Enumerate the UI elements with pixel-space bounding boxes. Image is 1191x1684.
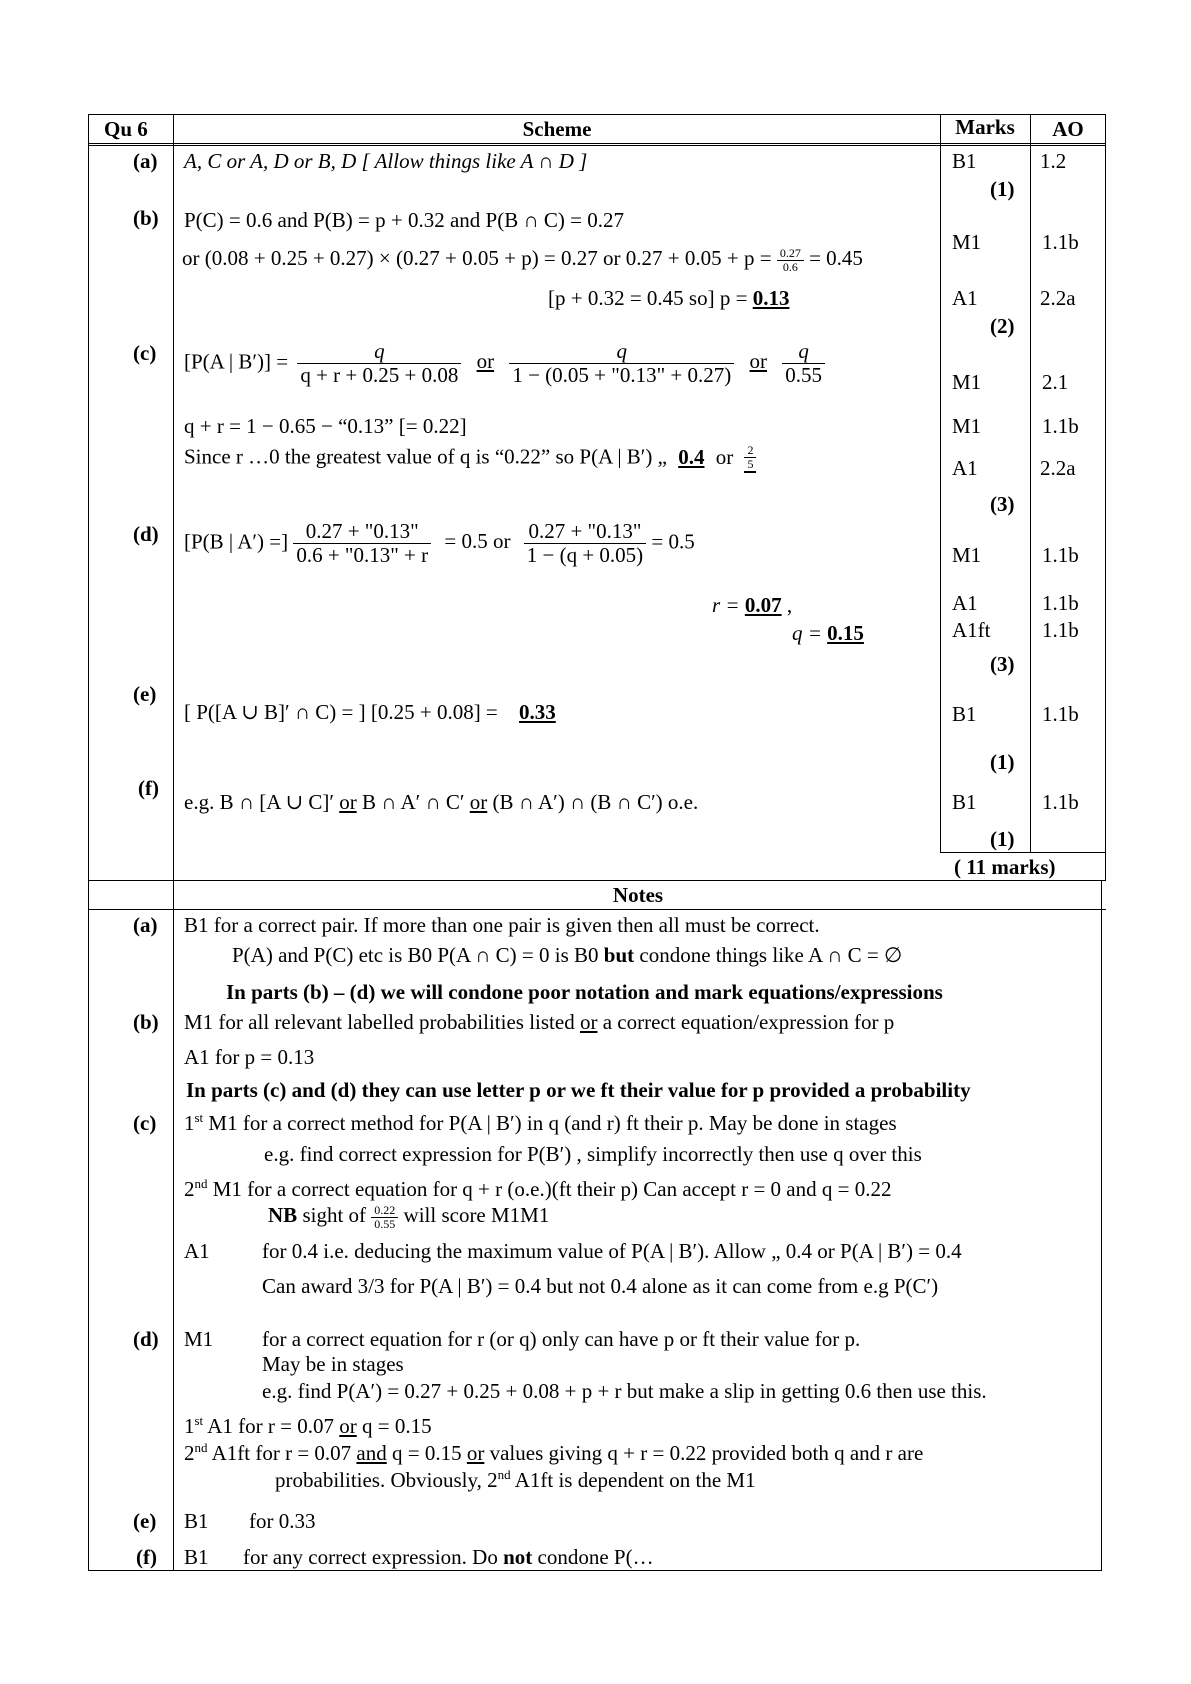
notes-title-bottom [88, 909, 1106, 910]
part-c-f3-den: 0.55 [785, 363, 823, 388]
part-b-line3 [548, 286, 789, 311]
scheme-header-bottom2 [88, 145, 1106, 146]
notes-d5-ord: 2 [184, 1441, 195, 1465]
notes-d-line3: e.g. find P(A′) = 0.27 + 0.25 + 0.08 + p + r but make a slip in getting 0.6 then use this. [262, 1379, 987, 1403]
part-b-fraction [777, 247, 804, 274]
part-e-ao: 1.1b [1042, 702, 1079, 726]
part-c-label: (c) [133, 341, 157, 365]
part-c-fraction-2 [509, 340, 734, 387]
part-f-label: (f) [138, 776, 159, 800]
part-c-line3-text: Since r …0 the greatest value of q is “0.22” so P(A | B′) „ [184, 444, 673, 469]
part-d-fraction-1 [293, 520, 431, 567]
part-c-f2-num: q [509, 340, 734, 364]
part-e-expr: [ P([A ∪ B]′ ∩ C) = ] [0.25 + 0.08] = [184, 700, 498, 724]
part-c-ans2-num: 2 [744, 444, 756, 458]
notes-c4-fraction [371, 1204, 398, 1231]
part-a-total: (1) [990, 177, 1015, 201]
notes-c-line4 [268, 1203, 549, 1231]
part-a-ao: 1.2 [1040, 149, 1067, 173]
part-f-mark: B1 [952, 790, 977, 814]
part-c-m2-ao: 1.1b [1042, 414, 1079, 438]
notes-c4-num: 0.22 [371, 1204, 398, 1218]
part-c-line3 [184, 444, 756, 473]
part-c-a1: A1 [952, 456, 978, 480]
part-b-label: (b) [133, 206, 159, 230]
part-c-fraction-1 [297, 340, 461, 387]
notes-c5-code: A1 [184, 1239, 210, 1263]
notes-d4-pre: A1 for r = 0.07 [203, 1414, 340, 1438]
part-d-line1 [184, 520, 695, 567]
notes-d-line6 [275, 1467, 756, 1493]
notes-cd-heading: In parts (c) and (d) they can use letter p or we ft their value for p provided a probability [186, 1078, 971, 1102]
notes-c-line5: for 0.4 i.e. deducing the maximum value of P(A | B′). Allow „ 0.4 or P(A | B′) = 0.4 [262, 1239, 962, 1263]
part-d-a1ft: A1ft [952, 618, 991, 642]
notes-f-line1 [243, 1545, 654, 1570]
part-b-answer: 0.13 [752, 286, 790, 310]
notes-right-border [1101, 880, 1102, 1570]
scheme-left-border [88, 114, 89, 1570]
part-f-ao: 1.1b [1042, 790, 1079, 814]
notes-bd-heading: In parts (b) – (d) we will condone poor notation and mark equations/expressions [226, 980, 943, 1004]
notes-d-label: (d) [133, 1327, 159, 1351]
part-d-total: (3) [990, 652, 1015, 676]
part-d-m1: M1 [952, 543, 982, 567]
part-d-r-answer: 0.07 [744, 593, 782, 617]
notes-c-line6: Can award 3/3 for P(A | B′) = 0.4 but not 0.4 alone as it can come from e.g P(C′) [262, 1274, 939, 1298]
notes-d-line2: May be in stages [262, 1352, 404, 1376]
part-d-rhs: = 0.5 [651, 529, 695, 554]
notes-b-label: (b) [133, 1010, 159, 1034]
part-c-m1: M1 [952, 370, 982, 394]
total-box-right [1105, 852, 1106, 880]
part-c-f2-den: 1 − (0.05 + "0.13" + 0.27) [512, 363, 732, 388]
notes-d-line4 [184, 1413, 432, 1439]
notes-c-line2: e.g. find correct expression for P(B′) , simplify incorrectly then use q over this [264, 1142, 922, 1166]
part-d-f2-den: 1 − (q + 0.05) [526, 543, 644, 568]
notes-a2-post: condone things like A ∩ C = ∅ [634, 943, 903, 967]
part-d-q-line [792, 621, 864, 646]
notes-c-label: (c) [133, 1111, 157, 1135]
part-c-f1-den: q + r + 0.25 + 0.08 [300, 363, 459, 388]
notes-c4-den: 0.55 [374, 1216, 396, 1231]
notes-a-label: (a) [133, 913, 158, 937]
part-c-f3-num: q [782, 340, 825, 364]
notes-d-line5 [184, 1440, 923, 1466]
part-b-m1-ao: 1.1b [1042, 230, 1079, 254]
notes-c4-post: will score M1M1 [403, 1203, 550, 1227]
part-a-scheme: A, C or A, D or B, D [ Allow things like A ∩ D ] [184, 149, 588, 173]
part-f-or-1: or [339, 790, 357, 814]
part-b-a1: A1 [952, 286, 978, 310]
part-b-frac-num: 0.27 [777, 247, 804, 261]
notes-f1-code: B1 [184, 1545, 209, 1569]
part-d-label: (d) [133, 522, 159, 546]
scheme-col-divider [173, 114, 174, 1570]
part-c-m2: M1 [952, 414, 982, 438]
notes-bottom-border [88, 1570, 1102, 1571]
header-scheme: Scheme [522, 117, 592, 141]
part-d-f1-num: 0.27 + "0.13" [293, 520, 431, 544]
part-f-or-2: or [469, 790, 488, 814]
part-d-m1-ao: 1.1b [1042, 543, 1079, 567]
marks-col-left [940, 114, 941, 852]
notes-d4-post: q = 0.15 [356, 1414, 432, 1438]
part-d-f2-num: 0.27 + "0.13" [524, 520, 646, 544]
part-f-pre: e.g. B ∩ [A ∪ C]′ [184, 790, 340, 814]
part-c-or-2: or [749, 349, 768, 374]
notes-d5-mid: q = 0.15 [386, 1441, 467, 1465]
notes-b1-or: or [579, 1010, 598, 1034]
notes-f1-not: not [503, 1545, 533, 1569]
notes-c-line1 [184, 1110, 897, 1136]
notes-a-line1: B1 for a correct pair. If more than one pair is given then all must be correct. [184, 913, 820, 937]
notes-b1-pre: M1 for all relevant labelled probabilities listed [184, 1010, 580, 1034]
part-e-mark: B1 [952, 702, 977, 726]
part-d-a1: A1 [952, 591, 978, 615]
part-a-mark: B1 [952, 149, 977, 173]
part-c-a1-ao: 2.2a [1040, 456, 1076, 480]
notes-d1-code: M1 [184, 1327, 214, 1351]
notes-e-label: (e) [133, 1509, 157, 1533]
part-c-ans2-den: 5 [747, 457, 754, 472]
notes-c1-sup: st [194, 1110, 204, 1125]
part-c-answer: 0.4 [678, 444, 705, 469]
part-d-a1ft-ao: 1.1b [1042, 618, 1079, 642]
notes-c1-text: M1 for a correct method for P(A | B′) in q (and r) ft their p. May be done in stages [203, 1111, 897, 1135]
part-d-a1-ao: 1.1b [1042, 591, 1079, 615]
notes-e1-code: B1 [184, 1509, 209, 1533]
part-b-total: (2) [990, 314, 1015, 338]
part-b-a1-ao: 2.2a [1040, 286, 1076, 310]
part-c-line2: q + r = 1 − 0.65 − “0.13” [= 0.22] [184, 414, 467, 438]
notes-d5-or: or [466, 1441, 485, 1465]
part-f-line [184, 790, 698, 815]
part-d-r-text: r = [712, 593, 745, 617]
part-b-frac-den: 0.6 [782, 259, 798, 274]
part-d-lhs: [P(B | A′) =] [184, 529, 289, 554]
notes-f-label: (f) [136, 1545, 157, 1569]
part-c-f1-num: q [297, 340, 461, 364]
part-f-mid: B ∩ A′ ∩ C′ [356, 790, 470, 814]
part-c-line1 [184, 340, 825, 387]
part-d-f1-den: 0.6 + "0.13" + r [296, 543, 429, 568]
notes-c3-sup: nd [194, 1176, 208, 1191]
part-c-total: (3) [990, 492, 1015, 516]
notes-d5-post: values giving q + r = 0.22 provided both q and r are [484, 1441, 924, 1465]
part-e-total: (1) [990, 750, 1015, 774]
part-c-or-1: or [476, 349, 495, 374]
notes-e-line1: for 0.33 [249, 1509, 316, 1533]
part-b-line1: P(C) = 0.6 and P(B) = p + 0.32 and P(B ∩ C) = 0.27 [184, 208, 624, 232]
grand-total: ( 11 marks) [954, 855, 1056, 879]
notes-c3-ord: 2 [184, 1177, 195, 1201]
notes-b-line1 [184, 1010, 894, 1035]
notes-d6-post: A1ft is dependent on the M1 [510, 1468, 756, 1492]
header-qu: Qu 6 [104, 117, 148, 141]
part-c-m1-ao: 2.1 [1042, 370, 1069, 394]
notes-b-line2: A1 for p = 0.13 [184, 1045, 315, 1069]
notes-d6-pre: probabilities. Obviously, 2 [275, 1468, 498, 1492]
notes-title: Notes [612, 883, 664, 907]
part-d-r-line [712, 593, 792, 618]
notes-d5-and: and [356, 1441, 387, 1465]
notes-c1-ord: 1 [184, 1111, 195, 1135]
notes-d4-sup: st [194, 1413, 204, 1428]
notes-d5-pre: A1ft for r = 0.07 [207, 1441, 357, 1465]
notes-c4-pre: sight of [297, 1203, 372, 1227]
notes-d-line1: for a correct equation for r (or q) only can have p or ft their value for p. [262, 1327, 861, 1351]
part-d-r-comma: , [781, 593, 793, 617]
part-f-total: (1) [990, 827, 1015, 851]
scheme-header-bottom [88, 143, 1106, 144]
marks-col-right [1030, 114, 1031, 852]
notes-f1-post: condone P(… [532, 1545, 654, 1569]
notes-d6-sup: nd [497, 1467, 511, 1482]
part-d-fraction-2 [524, 520, 646, 567]
part-d-q-text: q = [792, 621, 828, 645]
part-c-fraction-3 [782, 340, 825, 387]
part-b-m1: M1 [952, 230, 982, 254]
part-c-answer-or: or [715, 444, 734, 469]
notes-f1-pre: for any correct expression. Do [243, 1545, 504, 1569]
scheme-bottom-border [88, 880, 1106, 881]
part-c-answer-fraction [744, 444, 756, 473]
header-marks: Marks [955, 115, 1015, 139]
notes-a2-bold: but [603, 943, 635, 967]
part-e-line [184, 700, 556, 725]
part-b-line2-pre: or (0.08 + 0.25 + 0.27) × (0.27 + 0.05 + p) = 0.27 or 0.27 + 0.05 + p = [182, 246, 772, 270]
notes-d5-sup: nd [194, 1440, 208, 1455]
part-e-label: (e) [133, 682, 157, 706]
notes-c3-text: M1 for a correct equation for q + r (o.e.)(ft their p) Can accept r = 0 and q = 0.22 [207, 1177, 892, 1201]
notes-a-line2 [232, 943, 902, 968]
ao-col-right [1105, 114, 1106, 852]
part-d-q-answer: 0.15 [827, 621, 864, 645]
notes-a2-pre: P(A) and P(C) etc is B0 P(A ∩ C) = 0 is B0 [232, 943, 604, 967]
part-a-label: (a) [133, 149, 158, 173]
part-f-post: (B ∩ A′) ∩ (B ∩ C′) o.e. [487, 790, 699, 814]
notes-c4-nb: NB [268, 1203, 298, 1227]
notes-b1-post: a correct equation/expression for p [597, 1010, 895, 1034]
notes-d4-or: or [339, 1414, 357, 1438]
part-c-lhs: [P(A | B′)] = [184, 349, 289, 374]
header-ao: AO [1052, 117, 1084, 141]
part-b-line3-text: [p + 0.32 = 0.45 so] p = [548, 286, 753, 310]
part-b-line2 [182, 246, 863, 274]
notes-c-line3 [184, 1176, 891, 1202]
notes-d4-ord: 1 [184, 1414, 195, 1438]
part-b-line2-post: = 0.45 [809, 246, 863, 270]
part-d-mid: = 0.5 or [444, 529, 511, 554]
total-box-top [940, 852, 1106, 853]
part-e-answer: 0.33 [519, 700, 556, 724]
